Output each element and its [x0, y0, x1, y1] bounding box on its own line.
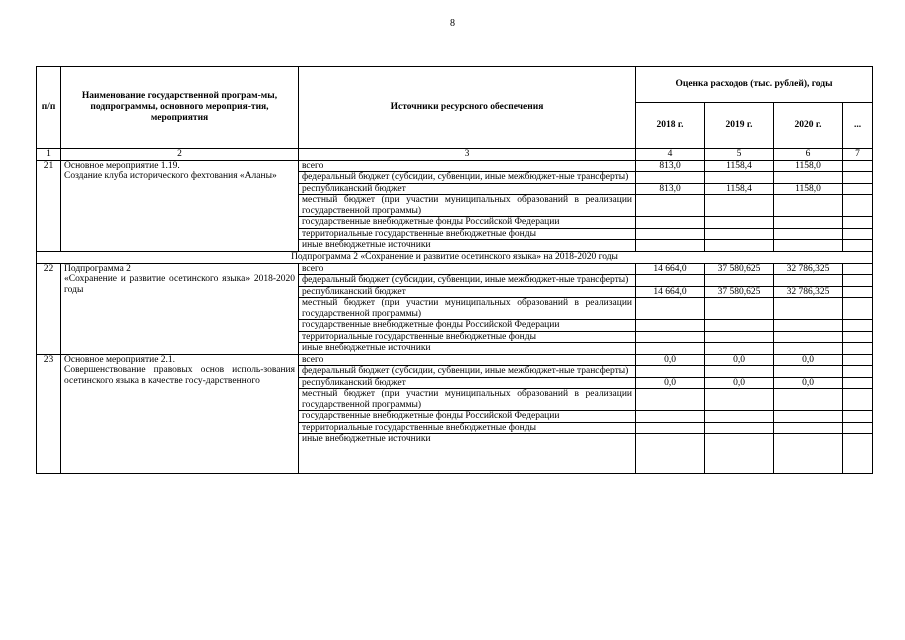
section-title: Подпрограмма 2 «Сохранение и развитие осетинского языка» на 2018-2020 годы [37, 251, 873, 263]
value-cell [636, 434, 705, 474]
source-cell: государственные внебюджетные фонды Российской Федерации [299, 217, 636, 229]
table-row [37, 354, 873, 366]
source-cell: территориальные государственные внебюджетные фонды [299, 228, 636, 240]
source-cell: федеральный бюджет (субсидии, субвенции, иные межбюджет-ные трансферты) [299, 275, 636, 287]
header-year-2019: 2019 г. [705, 103, 774, 149]
value-cell [843, 298, 873, 320]
source-cell: всего [299, 354, 636, 366]
value-cell [636, 366, 705, 378]
source-cell: местный бюджет (при участии муниципальных образований в реализации государственной программы) [299, 195, 636, 217]
value-cell [843, 160, 873, 172]
source-cell: местный бюджет (при участии муниципальных образований в реализации государственной программы) [299, 389, 636, 411]
source-cell: всего [299, 160, 636, 172]
header-year-2018: 2018 г. [636, 103, 705, 149]
source-cell: иные внебюджетные источники [299, 343, 636, 355]
value-cell [843, 183, 873, 195]
value-cell: 0,0 [774, 377, 843, 389]
value-cell [843, 377, 873, 389]
header-col-num: п/п [37, 67, 61, 149]
value-cell [705, 275, 774, 287]
value-cell [774, 411, 843, 423]
value-cell [843, 354, 873, 366]
value-cell [705, 343, 774, 355]
value-cell [843, 195, 873, 217]
row-number: 21 [37, 160, 61, 251]
value-cell: 1158,0 [774, 160, 843, 172]
value-cell [843, 366, 873, 378]
value-cell [774, 389, 843, 411]
source-cell: иные внебюджетные источники [299, 240, 636, 252]
value-cell: 0,0 [705, 354, 774, 366]
value-cell [636, 389, 705, 411]
section-row [37, 251, 873, 263]
value-cell [636, 217, 705, 229]
value-cell: 813,0 [636, 183, 705, 195]
column-number: 1 [37, 149, 61, 161]
value-cell: 0,0 [774, 354, 843, 366]
value-cell [843, 331, 873, 343]
value-cell [705, 195, 774, 217]
row-name: Подпрограмма 2 «Сохранение и развитие осетинского языка» 2018-2020 годы [61, 263, 299, 354]
source-cell: территориальные государственные внебюджетные фонды [299, 331, 636, 343]
value-cell [636, 275, 705, 287]
column-number: 6 [774, 149, 843, 161]
page-number: 8 [450, 18, 455, 29]
value-cell [843, 434, 873, 474]
value-cell [843, 320, 873, 332]
value-cell [843, 275, 873, 287]
value-cell: 0,0 [636, 354, 705, 366]
value-cell [774, 228, 843, 240]
value-cell [636, 298, 705, 320]
value-cell [705, 217, 774, 229]
value-cell [636, 228, 705, 240]
value-cell [843, 240, 873, 252]
source-cell: республиканский бюджет [299, 183, 636, 195]
value-cell [774, 298, 843, 320]
source-cell: государственные внебюджетные фонды Российской Федерации [299, 320, 636, 332]
value-cell: 1158,0 [774, 183, 843, 195]
value-cell [843, 343, 873, 355]
value-cell: 32 786,325 [774, 286, 843, 298]
row-number: 22 [37, 263, 61, 354]
header-year-2020: 2020 г. [774, 103, 843, 149]
source-cell: республиканский бюджет [299, 377, 636, 389]
value-cell [774, 422, 843, 434]
value-cell [774, 331, 843, 343]
row-name: Основное мероприятие 2.1. Совершенствование правовых основ исполь-зования осетинского языка в качестве госу-дарственного [61, 354, 299, 474]
value-cell [705, 240, 774, 252]
value-cell [774, 320, 843, 332]
source-cell: государственные внебюджетные фонды Российской Федерации [299, 411, 636, 423]
value-cell [774, 275, 843, 287]
value-cell [636, 240, 705, 252]
value-cell [636, 172, 705, 184]
value-cell [636, 331, 705, 343]
value-cell: 14 664,0 [636, 286, 705, 298]
value-cell [705, 228, 774, 240]
source-cell: республиканский бюджет [299, 286, 636, 298]
row-number: 23 [37, 354, 61, 474]
header-col-sources: Источники ресурсного обеспечения [299, 67, 636, 149]
value-cell [636, 195, 705, 217]
table-row [37, 263, 873, 275]
value-cell [843, 422, 873, 434]
value-cell [705, 389, 774, 411]
value-cell: 0,0 [705, 377, 774, 389]
column-number: 7 [843, 149, 873, 161]
value-cell [843, 172, 873, 184]
value-cell [843, 411, 873, 423]
header-year-more: ... [843, 103, 873, 149]
value-cell [774, 195, 843, 217]
value-cell [843, 286, 873, 298]
value-cell [705, 172, 774, 184]
source-cell: территориальные государственные внебюджетные фонды [299, 422, 636, 434]
value-cell [843, 389, 873, 411]
column-number: 3 [299, 149, 636, 161]
value-cell [774, 343, 843, 355]
value-cell [636, 320, 705, 332]
header-col-estimate: Оценка расходов (тыс. рублей), годы [636, 67, 873, 103]
column-number: 5 [705, 149, 774, 161]
value-cell [705, 411, 774, 423]
value-cell [705, 366, 774, 378]
value-cell [774, 217, 843, 229]
value-cell: 14 664,0 [636, 263, 705, 275]
value-cell: 813,0 [636, 160, 705, 172]
value-cell: 37 580,625 [705, 263, 774, 275]
column-number: 4 [636, 149, 705, 161]
source-cell: федеральный бюджет (субсидии, субвенции, иные межбюджет-ные трансферты) [299, 172, 636, 184]
value-cell [843, 217, 873, 229]
source-cell: федеральный бюджет (субсидии, субвенции, иные межбюджет-ные трансферты) [299, 366, 636, 378]
budget-table [36, 66, 873, 474]
value-cell: 1158,4 [705, 160, 774, 172]
value-cell [636, 411, 705, 423]
value-cell [843, 228, 873, 240]
source-cell: всего [299, 263, 636, 275]
value-cell [705, 298, 774, 320]
table-row [37, 160, 873, 172]
value-cell [774, 434, 843, 474]
header-col-name: Наименование государственной програм-мы, подпрограммы, основного мероприя-тия, мероприятия [61, 67, 299, 149]
value-cell [705, 434, 774, 474]
value-cell [705, 320, 774, 332]
value-cell [705, 331, 774, 343]
value-cell: 1158,4 [705, 183, 774, 195]
value-cell: 32 786,325 [774, 263, 843, 275]
value-cell: 0,0 [636, 377, 705, 389]
value-cell: 37 580,625 [705, 286, 774, 298]
value-cell [843, 263, 873, 275]
column-number: 2 [61, 149, 299, 161]
value-cell [774, 366, 843, 378]
source-cell: иные внебюджетные источники [299, 434, 636, 474]
value-cell [636, 422, 705, 434]
source-cell: местный бюджет (при участии муниципальных образований в реализации государственной программы) [299, 298, 636, 320]
row-name: Основное мероприятие 1.19. Создание клуба исторического фехтования «Аланы» [61, 160, 299, 251]
value-cell [705, 422, 774, 434]
value-cell [636, 343, 705, 355]
value-cell [774, 240, 843, 252]
value-cell [774, 172, 843, 184]
